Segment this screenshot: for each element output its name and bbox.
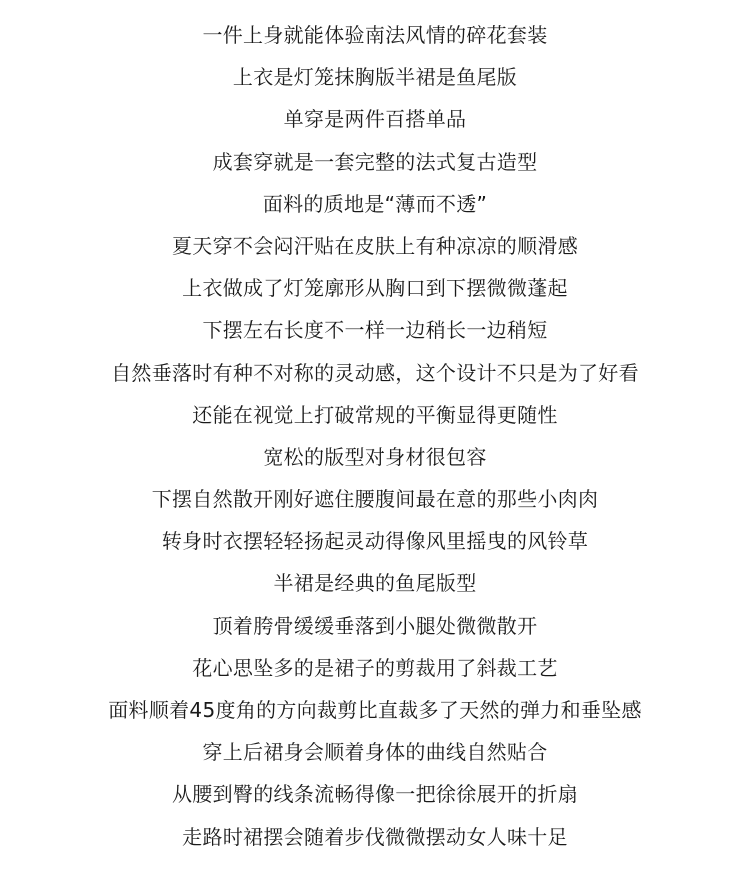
text-line: 从腰到臀的线条流畅得像一把徐徐展开的折扇 bbox=[172, 782, 578, 807]
text-line: 上衣做成了灯笼廓形从胸口到下摆微微蓬起 bbox=[182, 276, 568, 301]
text-line: 转身时衣摆轻轻扬起灵动得像风里摇曳的风铃草 bbox=[161, 529, 589, 554]
text-line: 面料的质地是“薄而不透” bbox=[262, 191, 488, 216]
text-line: 上衣是灯笼抹胸版半裙是鱼尾版 bbox=[232, 65, 518, 90]
text-line: 下摆自然散开刚好遮住腰腹间最在意的那些小肉肉 bbox=[151, 487, 599, 512]
text-line: 自然垂落时有种不对称的灵动感，这个设计不只是为了好看 bbox=[111, 360, 639, 385]
text-line: 下摆左右长度不一样一边稍长一边稍短 bbox=[202, 318, 548, 343]
text-line: 单穿是两件百搭单品 bbox=[283, 107, 467, 132]
text-line: 半裙是经典的鱼尾版型 bbox=[273, 571, 477, 596]
text-line: 面料顺着45度角的方向裁剪比直裁多了天然的弹力和垂坠感 bbox=[108, 698, 642, 722]
text-line: 穿上后裙身会顺着身体的曲线自然贴合 bbox=[202, 740, 548, 765]
text-line: 成套穿就是一套完整的法式复古造型 bbox=[212, 149, 538, 174]
text-line: 还能在视觉上打破常规的平衡显得更随性 bbox=[192, 402, 558, 427]
text-line: 顶着胯骨缓缓垂落到小腿处微微散开 bbox=[212, 613, 538, 638]
text-line: 一件上身就能体验南法风情的碎花套装 bbox=[202, 23, 548, 47]
text-line: 宽松的版型对身材很包容 bbox=[263, 444, 487, 469]
text-line: 夏天穿不会闷汗贴在皮肤上有种凉凉的顺滑感 bbox=[172, 233, 578, 258]
text-line: 走路时裙摆会随着步伐微微摆动女人味十足 bbox=[182, 824, 568, 849]
text-line: 花心思坠多的是裙子的剪裁用了斜裁工艺 bbox=[192, 655, 558, 680]
